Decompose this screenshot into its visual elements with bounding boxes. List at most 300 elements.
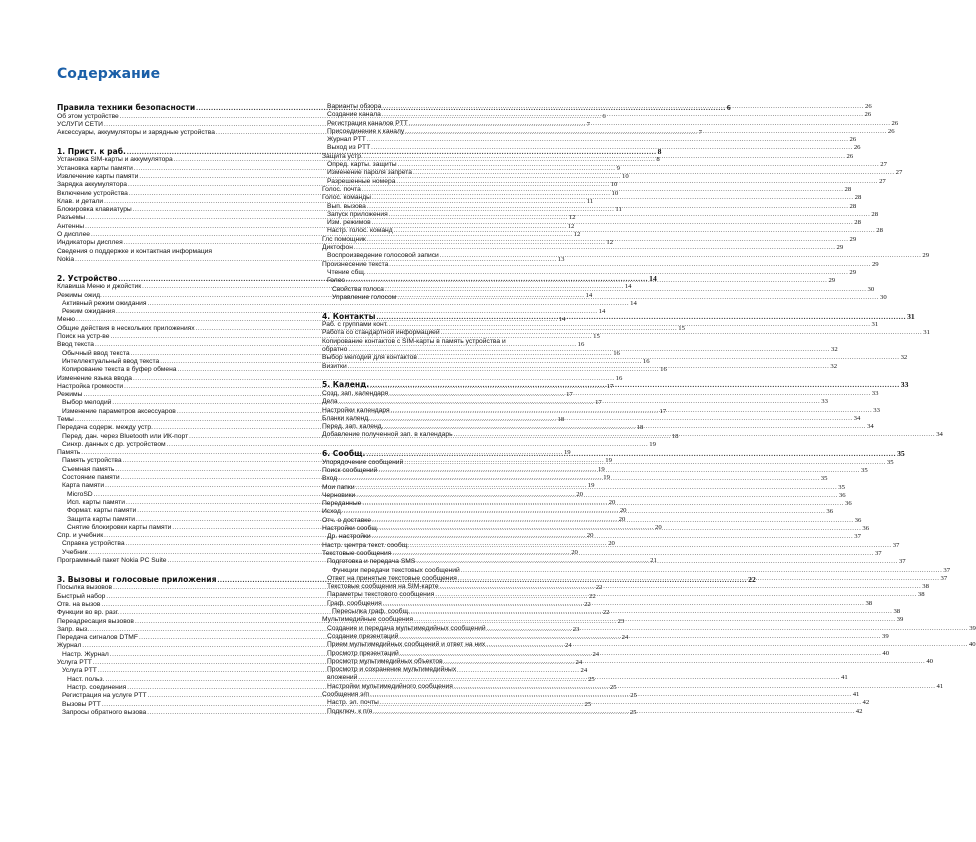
toc-entry-label: О дисплее xyxy=(57,231,91,239)
toc-entry-label: Настр. эл. почты xyxy=(327,699,379,707)
toc-leader-dots xyxy=(373,708,855,716)
toc-entry-label: Настройки мультимедийного сообщения xyxy=(327,682,453,690)
toc-entry-label: Пересылка граф. сообщ. xyxy=(332,608,410,616)
toc-page-number: 28 xyxy=(854,219,861,227)
toc-entry-label: Отч. о доставке xyxy=(322,516,371,524)
toc-entry-label: MicroSD xyxy=(67,490,93,498)
toc-page-number: 20 xyxy=(608,540,615,548)
toc-leader-dots xyxy=(376,312,906,322)
toc-entry-label: Защита карты памяти xyxy=(67,515,136,523)
toc-page-number: 35 xyxy=(838,483,845,491)
toc-entry[interactable] xyxy=(322,119,899,128)
toc-entry-label: Разрешенные номера xyxy=(327,177,396,185)
toc-entry-label: Память xyxy=(57,449,81,457)
toc-leader-dots xyxy=(416,558,898,566)
toc-page-number: 37 xyxy=(874,549,882,557)
toc-leader-dots xyxy=(392,550,874,558)
toc-page-number: 19 xyxy=(605,457,612,465)
toc-page-number: 37 xyxy=(943,566,951,574)
toc-page-number: 22 xyxy=(748,574,756,584)
toc-page-number: 36 xyxy=(862,525,870,533)
toc-page-number: 26 xyxy=(849,136,857,144)
toc-page-number: 29 xyxy=(922,252,930,260)
toc-page-number: 42 xyxy=(855,707,863,715)
toc-entry-label: Режим ожидания xyxy=(62,308,115,316)
toc-entry-label: Выбор мелодий для контактов xyxy=(322,354,417,362)
toc-leader-dots xyxy=(372,219,854,227)
toc-page-number: 22 xyxy=(602,609,610,617)
toc-page-number: 35 xyxy=(861,466,868,474)
toc-leader-dots xyxy=(372,194,854,202)
toc-page-number: 41 xyxy=(852,691,860,698)
toc-entry-label: Работа со стандартной информацией xyxy=(322,329,440,337)
toc-page-number: 8 xyxy=(656,156,660,164)
toc-page-number: 20 xyxy=(571,548,578,556)
toc-page-number: 23 xyxy=(617,617,625,625)
toc-entry-label: Темы xyxy=(57,416,74,423)
toc-entry-label: Наст. польз. xyxy=(67,675,105,683)
toc-leader-dots xyxy=(389,321,871,329)
toc-entry-label: Об этом устройстве xyxy=(57,112,119,120)
toc-entry-label: Регистрация на услуге PTT xyxy=(62,692,147,700)
toc-entry-label: Вып. вызова xyxy=(327,202,366,210)
toc-entry-label: 3. Вызовы и голосовые приложения xyxy=(57,574,217,584)
toc-leader-dots xyxy=(487,625,969,633)
toc-entry-label: Передача сигналов DTMF xyxy=(57,634,138,642)
toc-entry-label: Журнал PTT xyxy=(327,136,366,144)
toc-page-number: 16 xyxy=(613,349,620,357)
toc-page-number: 28 xyxy=(876,227,883,235)
toc-page-number: 19 xyxy=(649,440,656,448)
toc-entry-label: Упорядочение сообщений xyxy=(322,458,404,466)
toc-entry[interactable] xyxy=(322,127,895,136)
toc-page-number: 28 xyxy=(849,202,857,210)
toc-entry-label: Функции во вр. разг. xyxy=(57,609,120,617)
toc-leader-dots xyxy=(461,567,943,575)
toc-page-number: 28 xyxy=(844,185,852,193)
toc-page-number: 37 xyxy=(898,558,906,566)
toc-entry-label: 1. Прист. к раб. xyxy=(57,146,126,156)
toc-entry-label: Добавление полученной зап. в календарь xyxy=(322,431,453,439)
toc-entry-label: Дела xyxy=(322,398,338,406)
toc-entry-label: Поиск сообщений xyxy=(322,466,378,474)
toc-page-number: 36 xyxy=(838,491,846,499)
toc-entry-label: Программный пакет Nokia PC Suite xyxy=(57,557,167,565)
toc-entry-label: Память устройства xyxy=(62,457,122,465)
toc-entry-label: Снятие блокировки карты памяти xyxy=(67,523,172,531)
toc-entry-label: Созд. зап. календаря xyxy=(322,389,389,397)
toc-entry-label: Диктофон xyxy=(322,244,353,252)
toc-entry-label: Переадресация вызовов xyxy=(57,617,134,625)
toc-entry-label: Визитки xyxy=(322,362,347,370)
toc-entry-label: Создание и передача мультимедийных сообщений xyxy=(327,624,486,632)
toc-page-number: 36 xyxy=(845,500,852,508)
toc-entry[interactable] xyxy=(322,152,854,161)
toc-page-number: 29 xyxy=(836,244,844,252)
toc-leader-dots xyxy=(356,484,838,492)
toc-page-number: 21 xyxy=(650,557,657,565)
toc-leader-dots xyxy=(400,650,882,658)
toc-leader-dots xyxy=(385,286,867,294)
toc-page-number: 24 xyxy=(565,642,572,650)
toc-entry-label: Прием мультимедийных сообщений и ответ на них xyxy=(327,641,486,649)
toc-leader-dots xyxy=(397,291,879,302)
toc-leader-dots xyxy=(389,211,871,219)
toc-entry-label: Вызовы PTT xyxy=(62,700,101,708)
toc-entry-label: Изм. режимов xyxy=(327,219,371,227)
toc-page-number: 35 xyxy=(897,449,905,459)
toc-entry-label: Копирование контактов с SIM-карты в память устройства и xyxy=(322,337,506,345)
toc-page-number: 37 xyxy=(854,533,861,541)
toc-page-number: 12 xyxy=(606,239,614,247)
toc-page-number: 26 xyxy=(891,119,899,127)
toc-page-number: 36 xyxy=(826,508,834,516)
toc-entry-label: Интеллектуальный ввод текста xyxy=(62,357,160,365)
toc-leader-dots xyxy=(362,186,844,194)
toc-entry-label-cont: обратно xyxy=(322,346,348,354)
toc-page-number: 40 xyxy=(882,649,890,657)
toc-page-number: 28 xyxy=(871,210,879,218)
toc-entry-label: Настр. голос. команд xyxy=(327,227,393,235)
toc-leader-dots xyxy=(378,467,860,475)
toc-entry-label: Изменение пароля запрета xyxy=(327,169,412,177)
toc-leader-dots xyxy=(382,103,864,111)
toc-page-number: 18 xyxy=(671,432,679,440)
toc-entry-label: Индикаторы дисплея xyxy=(57,239,123,247)
toc-page-number: 38 xyxy=(922,583,929,591)
toc-page-number: 13 xyxy=(557,255,565,263)
toc-page-number: 32 xyxy=(830,346,838,354)
toc-entry-label: Сведения о поддержке и контактная информация xyxy=(57,247,213,255)
toc-entry-label: Просмотр и сохранение мультимедийных xyxy=(327,666,457,674)
toc-page-number: 18 xyxy=(557,416,565,423)
toc-entry-label: Справка устройства xyxy=(62,540,125,548)
toc-entry[interactable] xyxy=(322,103,872,111)
toc-entry-label: Вход xyxy=(322,475,338,483)
toc-page-number: 26 xyxy=(864,111,872,119)
toc-page-number: 14 xyxy=(649,273,657,283)
toc-page-number: 19 xyxy=(563,449,571,457)
toc-entry-label: Исход. xyxy=(322,508,343,516)
toc-page-number: 31 xyxy=(907,311,915,321)
toc-entry-label: Учебник xyxy=(62,548,88,556)
toc-entry-label: Произнесение текста xyxy=(322,260,389,268)
toc-leader-dots xyxy=(380,525,862,533)
toc-page-number: 19 xyxy=(587,482,595,490)
toc-entry-label: Состояние памяти xyxy=(62,474,120,482)
toc-page-number: 20 xyxy=(576,490,583,498)
toc-entry[interactable] xyxy=(57,374,623,383)
toc-page-number: 25 xyxy=(584,700,592,708)
toc-leader-dots xyxy=(413,169,895,177)
toc-entry-label: Поиск на устр-ве xyxy=(57,333,110,341)
toc-entry-label: Воспроизведение голосовой записи xyxy=(327,252,439,260)
toc-page-number: 16 xyxy=(642,357,650,365)
toc-entry[interactable] xyxy=(322,111,872,119)
toc-entry-label: 6. Сообщ. xyxy=(322,449,366,459)
toc-page-number: 31 xyxy=(871,321,879,329)
toc-entry[interactable] xyxy=(322,144,861,152)
toc-entry-label: Клав. и детали xyxy=(57,197,104,205)
toc-entry-label: Переданные xyxy=(322,500,362,508)
toc-page-number: 41 xyxy=(841,674,848,682)
toc-page-number: 39 xyxy=(969,624,976,632)
toc-entry-label: Настройки сообщ. xyxy=(322,525,379,533)
toc-entry-label: Бланки календ. xyxy=(322,414,371,422)
toc-entry-label: Свойства голоса xyxy=(332,285,384,293)
toc-page-number: 17 xyxy=(566,391,573,399)
toc-page-number: 16 xyxy=(615,374,623,382)
toc-entry-label: Антенны xyxy=(57,222,85,230)
toc-entry-label: Перед. дан. через Bluetooth или ИК-порт xyxy=(62,432,189,440)
toc-leader-dots xyxy=(358,674,840,682)
toc-leader-dots xyxy=(370,691,852,699)
toc-entry-label-cont: Nokia xyxy=(57,255,75,263)
toc-leader-dots xyxy=(371,415,853,423)
toc-leader-dots xyxy=(391,407,873,415)
toc-page-number: 27 xyxy=(880,161,887,169)
toc-entry-label: Регистрация каналов PTT xyxy=(327,119,408,127)
toc-entry-label: 2. Устройство xyxy=(57,273,118,283)
toc-entry-label: Отв. на вызов xyxy=(57,600,101,608)
toc-page-number: 26 xyxy=(853,144,861,152)
toc-entry-label: Защита устр. xyxy=(322,152,363,160)
toc-entry-label: Перед. зап. календ. xyxy=(322,423,384,431)
toc-entry-label: Установка карты памяти xyxy=(57,164,133,172)
toc-entry-label: Съемная память xyxy=(62,465,115,473)
toc-page-number: 23 xyxy=(572,625,580,633)
toc-leader-dots xyxy=(338,475,820,483)
toc-leader-dots xyxy=(444,658,926,666)
toc-leader-dots xyxy=(339,398,821,406)
toc-leader-dots xyxy=(486,641,968,649)
toc-leader-dots xyxy=(394,227,876,235)
toc-entry-label: Запр. выз. xyxy=(57,625,90,633)
toc-leader-dots xyxy=(372,517,854,525)
toc-entry-label: Аксессуары, аккумуляторы и зарядные устройства xyxy=(57,129,215,137)
toc-entry-label: Создание канала xyxy=(327,111,381,119)
toc-leader-dots xyxy=(366,449,896,459)
toc-page-number: 14 xyxy=(585,291,593,299)
toc-entry-label: Настройка громкости xyxy=(57,382,124,390)
toc-page-number: 24 xyxy=(592,650,600,658)
toc-page-number: 8 xyxy=(657,146,662,156)
toc-page-number: 29 xyxy=(849,268,857,276)
toc-entry-label: Функции передачи текстовых сообщений xyxy=(332,566,460,574)
toc-page-number: 33 xyxy=(900,380,909,390)
toc-page-number: 38 xyxy=(893,608,901,616)
toc-page-number: 16 xyxy=(577,341,585,349)
toc-entry-label: Режимы xyxy=(57,391,83,399)
toc-leader-dots xyxy=(441,329,923,337)
toc-leader-dots xyxy=(414,616,896,624)
toc-entry-label: Изменение языка ввода xyxy=(57,374,132,382)
toc-page-number: 19 xyxy=(603,474,610,482)
toc-page-number: 26 xyxy=(887,127,895,135)
toc-leader-dots xyxy=(458,575,940,583)
toc-leader-dots xyxy=(418,354,900,362)
toc-leader-dots xyxy=(409,120,891,128)
toc-leader-dots xyxy=(389,390,871,398)
toc-entry[interactable] xyxy=(322,161,887,169)
toc-page-number: 40 xyxy=(968,641,976,649)
toc-page-number: 25 xyxy=(629,708,637,716)
toc-entry[interactable] xyxy=(57,299,637,308)
toc-page-number: 6 xyxy=(726,103,731,112)
toc-entry-label: Параметры текстового сообщения xyxy=(327,591,435,599)
toc-page-number: 30 xyxy=(867,285,875,293)
page-title: Содержание xyxy=(57,66,161,82)
toc-entry-label: Формат. карты памяти xyxy=(67,507,137,515)
toc-entry-label: Выбор мелодий xyxy=(62,399,112,407)
toc-entry-label: Чтение сбщ. xyxy=(327,268,366,276)
toc-page-number: 10 xyxy=(621,172,629,180)
toc-entry-label: Опред. карты. защиты xyxy=(327,161,397,169)
toc-entry-label: Мои папки xyxy=(322,483,355,491)
toc-entry-label: Глс помощник xyxy=(322,235,366,243)
toc-entry-label: Др. настройки xyxy=(327,533,371,541)
toc-entry-label: Копирование текста в буфер обмена xyxy=(62,366,177,374)
toc-leader-dots xyxy=(367,203,849,211)
toc-page-number: 31 xyxy=(923,329,930,337)
toc-entry[interactable] xyxy=(322,566,951,575)
toc-page-number: 29 xyxy=(849,235,857,243)
toc-entry-label: Голос xyxy=(327,277,345,285)
toc-leader-dots xyxy=(454,683,936,691)
toc-leader-dots xyxy=(440,583,922,591)
toc-entry-label: Голос. почта xyxy=(322,185,361,193)
toc-leader-dots xyxy=(348,363,830,371)
toc-entry-label: Извлечение карты памяти xyxy=(57,172,139,180)
toc-page-number: 27 xyxy=(895,169,903,177)
toc-entry-label: Ответ на принятые текстовые сообщения xyxy=(327,574,457,582)
toc-entry-label: Журнал xyxy=(57,642,82,650)
toc-entry-label: 4. Контакты xyxy=(322,311,376,321)
toc-page-number: 20 xyxy=(608,498,616,506)
toc-entry-label: Карта памяти xyxy=(62,482,105,490)
toc-leader-dots xyxy=(396,178,878,186)
toc-page-number: 22 xyxy=(584,600,591,608)
toc-entry[interactable] xyxy=(322,136,857,144)
toc-entry-label: Подключ. к п/я xyxy=(327,707,373,715)
toc-page-number: 33 xyxy=(873,406,880,414)
toc-page-number: 20 xyxy=(618,515,626,523)
toc-page-number: 33 xyxy=(871,389,879,397)
toc-page-number: 14 xyxy=(558,316,566,324)
toc-page-number: 17 xyxy=(595,399,602,407)
toc-page-number: 11 xyxy=(586,197,594,205)
toc-page-number: 38 xyxy=(917,591,925,599)
toc-page-number: 20 xyxy=(619,507,627,515)
toc-entry-label: Настр. соединения xyxy=(67,683,127,691)
toc-leader-dots xyxy=(399,633,881,641)
toc-entry-label: Меню xyxy=(57,316,76,324)
toc-page-number: 25 xyxy=(609,683,617,691)
toc-page-number: 37 xyxy=(940,574,948,582)
toc-entry-label: 5. Календ. xyxy=(322,380,370,390)
toc-entry-label: Подготовка и передача SMS xyxy=(327,558,416,566)
toc-leader-dots xyxy=(372,533,854,541)
toc-page-number: 9 xyxy=(616,164,620,172)
toc-page-number: 32 xyxy=(830,362,838,370)
toc-entry-label: Спр. и учебник xyxy=(57,532,104,540)
toc-entry-label: Правила техники безопасности xyxy=(57,103,196,112)
toc-entry-label: Разъемы xyxy=(57,214,86,222)
toc-entry-label: Граф. сообщения xyxy=(327,599,382,607)
toc-page-number: 14 xyxy=(598,308,606,316)
toc-leader-dots xyxy=(348,346,830,354)
toc-page-number: 22 xyxy=(595,584,603,592)
toc-page-number: 6 xyxy=(602,112,606,120)
toc-leader-dots xyxy=(440,252,922,260)
toc-leader-dots xyxy=(404,459,886,467)
toc-leader-dots xyxy=(389,261,871,269)
toc-entry-label: Настр. Журнал xyxy=(62,650,109,658)
toc-entry[interactable] xyxy=(57,440,656,449)
toc-page-number: 34 xyxy=(867,423,874,431)
toc-entry-label: Активный режим ожидания xyxy=(62,299,147,307)
toc-entry-label: Блокировка клавиатуры xyxy=(57,206,132,214)
toc-page-number: 40 xyxy=(926,657,933,665)
toc-entry-label: Присоединение к каналу xyxy=(327,127,405,135)
toc-entry-label: Посылка вызовов xyxy=(57,584,113,592)
toc-page-number: 30 xyxy=(879,293,887,301)
toc-entry-label: Режимы ожид. xyxy=(57,291,102,299)
toc-entry-label: Синхр. данных с др. устройством xyxy=(62,440,166,448)
toc-leader-dots xyxy=(367,269,849,277)
toc-entry-label: Настр. центра текст. сообщ. xyxy=(322,541,410,549)
toc-page-number: 24 xyxy=(621,634,629,642)
toc-page-number: 11 xyxy=(615,206,622,214)
toc-page-number: 12 xyxy=(568,214,576,222)
toc-leader-dots xyxy=(356,492,838,500)
toc-entry-label: Ввод текста xyxy=(57,341,95,349)
toc-page-number: 20 xyxy=(586,532,594,540)
toc-entry-label: Запуск приложения xyxy=(327,210,388,218)
toc-leader-dots xyxy=(405,128,887,136)
toc-leader-dots xyxy=(344,508,826,516)
toc-page-number: 25 xyxy=(588,675,595,683)
toc-page-number: 26 xyxy=(846,152,854,160)
toc-page-number: 25 xyxy=(630,692,637,700)
toc-page-number: 17 xyxy=(659,407,667,415)
toc-page-number: 42 xyxy=(862,699,870,707)
toc-page-number: 14 xyxy=(624,283,632,291)
toc-entry-label: Управление голосом xyxy=(332,293,397,301)
toc-entry[interactable] xyxy=(322,260,879,269)
toc-page-number: 33 xyxy=(821,398,828,406)
toc-entry-label: Изменение параметров аксессуаров xyxy=(62,407,176,415)
toc-entry-label: Раб. с группами конт. xyxy=(322,321,388,329)
toc-entry-label-cont: вложений xyxy=(327,674,358,682)
toc-leader-dots xyxy=(367,136,849,144)
toc-entry-label: Запросы обратного вызова xyxy=(62,708,147,716)
toc-entry[interactable] xyxy=(322,268,857,277)
toc-entry-label: Текстовые сообщения на SIM-карте xyxy=(327,583,439,591)
toc-page-number: 36 xyxy=(854,516,862,524)
toc-leader-dots xyxy=(362,500,844,508)
toc-leader-dots xyxy=(398,161,880,169)
toc-page-number: 35 xyxy=(886,458,894,466)
toc-entry-label: Просмотр презентаций xyxy=(327,649,399,657)
toc-entry-label: Включение устройства xyxy=(57,189,128,197)
toc-page-number: 38 xyxy=(865,599,873,607)
toc-page-number: 7 xyxy=(698,129,702,137)
toc-entry-label: Создание презентаций xyxy=(327,632,399,640)
toc-entry-label: Клавиша Меню и джойстик xyxy=(57,283,142,291)
toc-page-number: 27 xyxy=(879,177,886,185)
toc-page-number: 12 xyxy=(567,222,575,230)
